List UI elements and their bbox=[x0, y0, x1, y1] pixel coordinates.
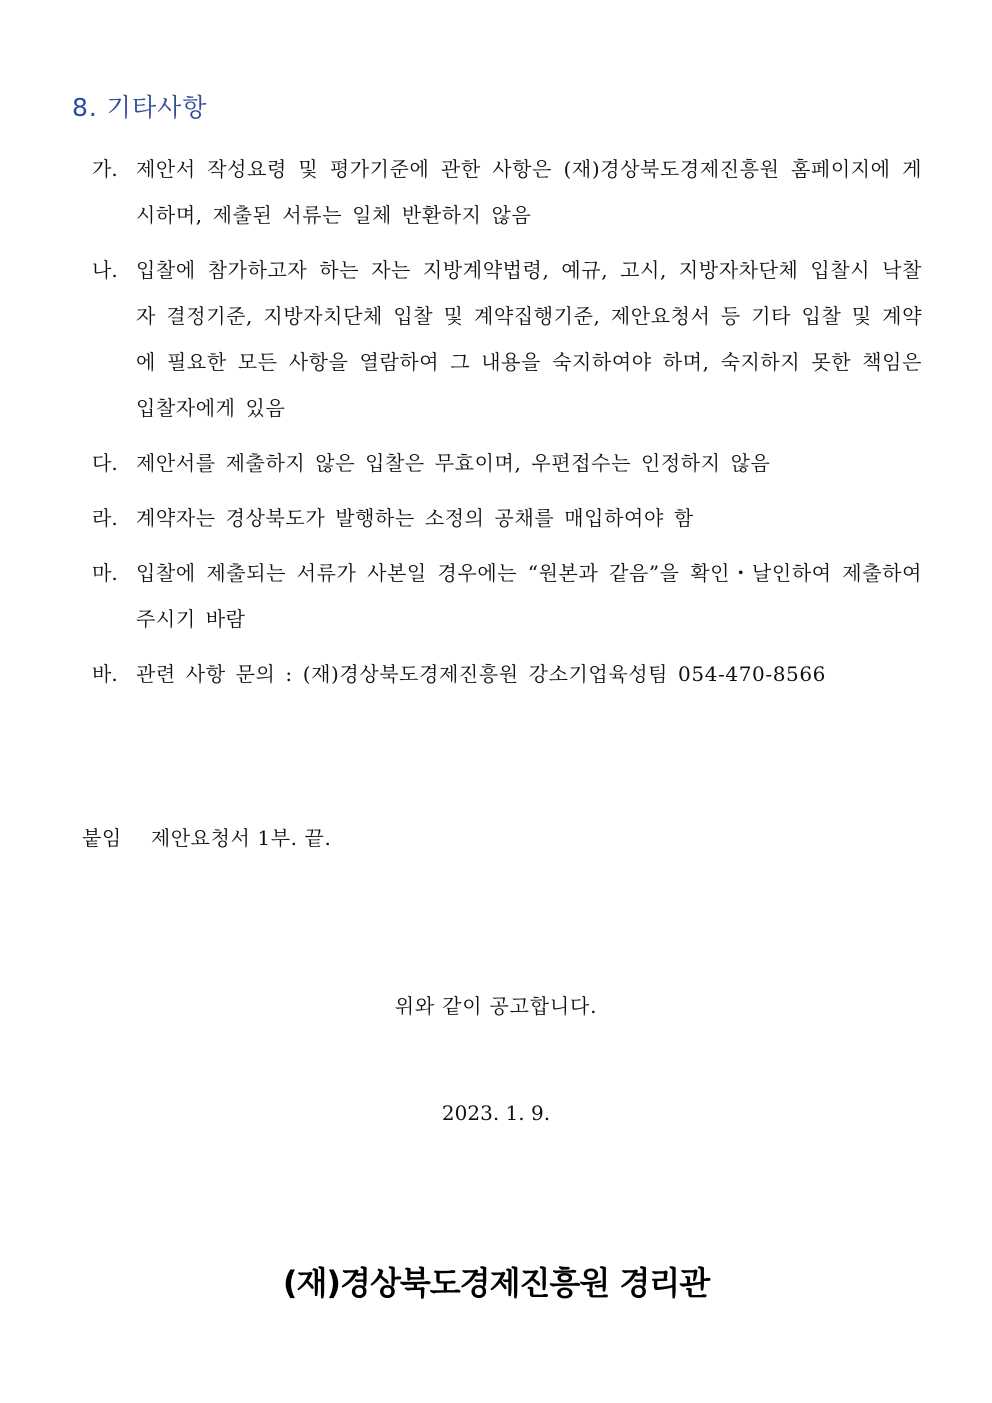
item-marker: 바. bbox=[92, 662, 118, 686]
attachment-line bbox=[82, 822, 331, 851]
item-marker: 가. bbox=[92, 157, 118, 181]
list-item bbox=[92, 651, 922, 697]
attachment-text: 제안요청서 1부. 끝. bbox=[150, 826, 332, 850]
item-marker: 다. bbox=[92, 451, 118, 475]
section-title: 8. 기타사항 bbox=[72, 93, 208, 122]
list-item bbox=[92, 146, 922, 238]
notice-text: 위와 같이 공고합니다. bbox=[394, 994, 598, 1018]
notice-date: 2023. 1. 9. bbox=[441, 1101, 551, 1125]
item-list bbox=[92, 146, 922, 706]
item-text: 제안서 작성요령 및 평가기준에 관한 사항은 (재)경상북도경제진흥원 홈페이지에 게시하며, 제출된 서류는 일체 반환하지 않음 bbox=[136, 157, 922, 227]
list-item bbox=[92, 247, 922, 431]
item-text: 제안서를 제출하지 않은 입찰은 무효이며, 우편접수는 인정하지 않음 bbox=[136, 451, 771, 475]
issuer-signature: (재)경상북도경제진흥원 경리관 bbox=[282, 1264, 710, 1302]
item-text: 계약자는 경상북도가 발행하는 소정의 공채를 매입하여야 함 bbox=[136, 506, 694, 530]
item-text: 입찰에 제출되는 서류가 사본일 경우에는 “원본과 같음”을 확인・날인하여 제출하여 주시기 바람 bbox=[136, 561, 922, 631]
list-item bbox=[92, 495, 922, 541]
item-text: 관련 사항 문의 : (재)경상북도경제진흥원 강소기업육성팀 054-470-8566 bbox=[136, 662, 827, 686]
item-text: 입찰에 참가하고자 하는 자는 지방계약법령, 예규, 고시, 지방자차단체 입찰시 낙찰자 결정기준, 지방자치단체 입찰 및 계약집행기준, 제안요청서 등 기타 입찰 및 계약에 필요한 모든 사항을 열람하여 그 내용을 숙지하여야 하며, 숙지하지 못한 책임은 입찰자에게 있음 bbox=[136, 258, 922, 420]
item-marker: 나. bbox=[92, 258, 118, 282]
attachment-label: 붙임 bbox=[82, 826, 122, 850]
list-item bbox=[92, 440, 922, 486]
item-marker: 마. bbox=[92, 561, 118, 585]
list-item bbox=[92, 550, 922, 642]
item-marker: 라. bbox=[92, 506, 118, 530]
